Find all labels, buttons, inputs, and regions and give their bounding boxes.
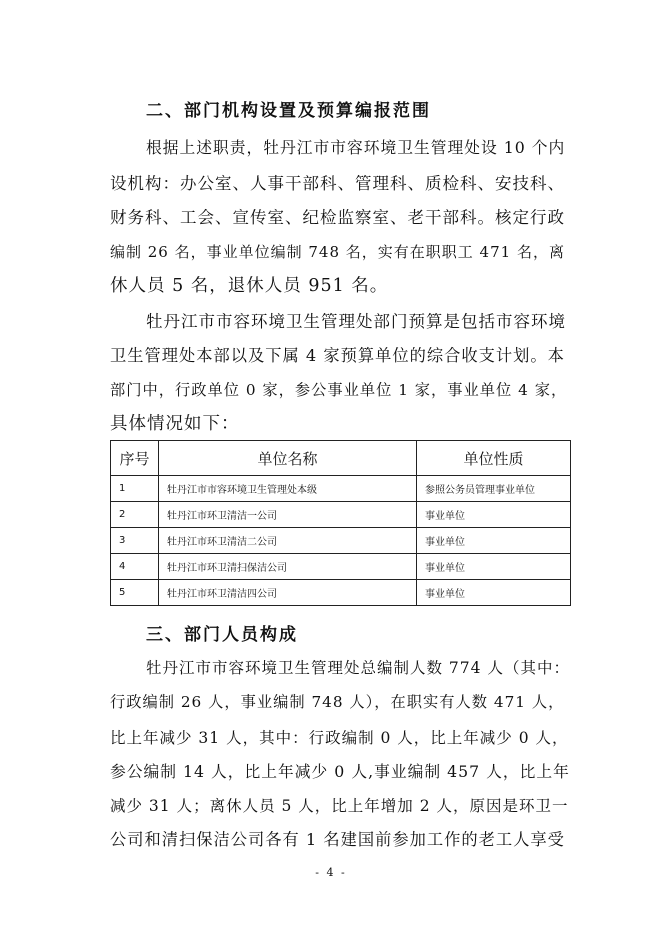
paragraph-line: 财务科、工会、宣传室、纪检监察室、老干部科。核定行政	[110, 208, 565, 227]
row-unit-type: 参照公务员管理事业单位	[417, 476, 571, 502]
row-unit-name: 牡丹江市环卫清洁四公司	[159, 580, 417, 606]
section-2-heading: 二、部门机构设置及预算编报范围	[146, 101, 431, 121]
paragraph-line: 公司和清扫保洁公司各有 1 名建国前参加工作的老工人享受	[110, 830, 565, 849]
row-unit-type: 事业单位	[417, 580, 571, 606]
row-index: 1	[111, 476, 159, 502]
header-index: 序号	[111, 441, 159, 476]
paragraph-line: 休人员 5 名，退休人员 951 名。	[110, 276, 389, 296]
table-row	[111, 580, 571, 606]
section-3-heading: 三、部门人员构成	[146, 625, 298, 645]
table-header-row	[111, 441, 571, 476]
row-index: 2	[111, 502, 159, 528]
row-unit-type: 事业单位	[417, 528, 571, 554]
paragraph-line: 减少 31 人；离休人员 5 人，比上年增加 2 人，原因是环卫一	[110, 797, 569, 815]
paragraph-line: 参公编制 14 人，比上年减少 0 人,事业编制 457 人，比上年	[110, 762, 570, 781]
row-index: 5	[111, 580, 159, 606]
row-unit-name: 牡丹江市环卫清洁一公司	[159, 502, 417, 528]
paragraph-line: 牡丹江市市容环境卫生管理处部门预算是包括市容环境	[146, 312, 566, 331]
paragraph-line: 具体情况如下：	[110, 414, 240, 434]
page-number: - 4 -	[315, 866, 347, 879]
paragraph-line: 根据上述职责，牡丹江市市容环境卫生管理处设 10 个内	[146, 138, 566, 157]
paragraph-line: 部门中，行政单位 0 家，参公事业单位 1 家，事业单位 4 家，	[110, 381, 568, 399]
paragraph-line: 牡丹江市市容环境卫生管理处总编制人数 774 人（其中：	[146, 659, 570, 677]
table-row	[111, 528, 571, 554]
table-row	[111, 554, 571, 580]
row-unit-name: 牡丹江市市容环境卫生管理处本级	[159, 476, 417, 502]
row-unit-name: 牡丹江市环卫清扫保洁公司	[159, 554, 417, 580]
paragraph-line: 卫生管理处本部以及下属 4 家预算单位的综合收支计划。本	[110, 346, 565, 365]
row-unit-type: 事业单位	[417, 554, 571, 580]
row-unit-name: 牡丹江市环卫清洁二公司	[159, 528, 417, 554]
paragraph-line: 比上年减少 31 人，其中：行政编制 0 人，比上年减少 0 人，	[110, 729, 569, 747]
row-index: 3	[111, 528, 159, 554]
paragraph-line: 行政编制 26 人，事业编制 748 人），在职实有人数 471 人，	[110, 693, 565, 711]
table-row	[111, 502, 571, 528]
header-unit-name: 单位名称	[159, 441, 417, 476]
paragraph-line: 编制 26 名，事业单位编制 748 名，实有在职职工 471 名，离	[110, 243, 565, 261]
header-unit-type: 单位性质	[417, 441, 571, 476]
paragraph-line: 设机构：办公室、人事干部科、管理科、质检科、安技科、	[110, 174, 565, 193]
row-unit-type: 事业单位	[417, 502, 571, 528]
budget-units-table	[110, 440, 571, 606]
table-row	[111, 476, 571, 502]
row-index: 4	[111, 554, 159, 580]
